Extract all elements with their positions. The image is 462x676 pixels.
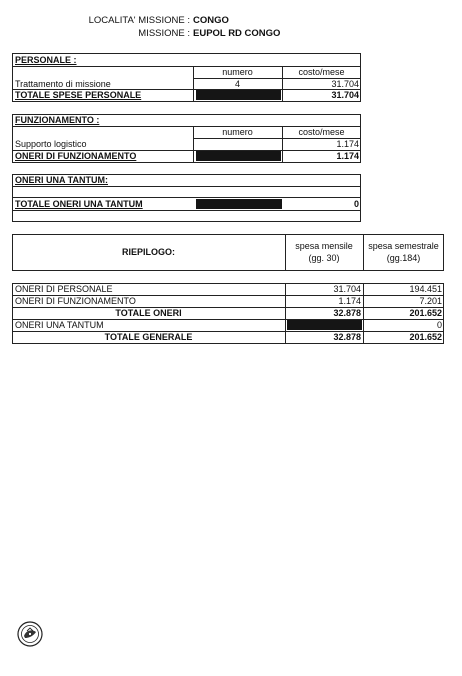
riepilogo-total-oneri-monthly: 32.878 xyxy=(333,308,361,318)
personale-col-number: numero xyxy=(222,67,253,77)
riepilogo-grand-total-label: TOTALE GENERALE xyxy=(104,332,193,342)
redacted-block xyxy=(196,151,281,161)
funzionamento-total-label: ONERI DI FUNZIONAMENTO xyxy=(15,151,137,161)
personale-total-label: TOTALE SPESE PERSONALE xyxy=(15,90,142,100)
riepilogo-col-semester: spesa semestrale xyxy=(368,241,439,251)
riepilogo-row-label: ONERI UNA TANTUM xyxy=(15,320,104,330)
personale-row-cost: 31.704 xyxy=(331,79,359,89)
personale-row-label: Trattamento di missione xyxy=(15,79,111,89)
riepilogo-row-semester: 7.201 xyxy=(419,296,442,306)
redacted-block xyxy=(287,320,362,330)
una-tantum-total-value: 0 xyxy=(353,199,359,209)
mission-name-value: EUPOL RD CONGO xyxy=(193,28,281,39)
una-tantum-title: ONERI UNA TANTUM: xyxy=(15,175,108,185)
riepilogo-total-oneri-label: TOTALE ONERI xyxy=(115,308,182,318)
funzionamento-col-cost: costo/mese xyxy=(298,127,345,137)
official-seal-icon xyxy=(17,621,43,647)
funzionamento-title: FUNZIONAMENTO : xyxy=(15,115,100,125)
riepilogo-title: RIEPILOGO: xyxy=(121,247,175,257)
riepilogo-row-label: ONERI DI PERSONALE xyxy=(15,284,113,294)
mission-location-label: LOCALITA' MISSIONE : xyxy=(88,15,190,26)
riepilogo-row-monthly: 1.174 xyxy=(338,296,361,306)
redacted-block xyxy=(196,90,281,100)
personale-col-cost: costo/mese xyxy=(298,67,345,77)
riepilogo-total-oneri-semester: 201.652 xyxy=(409,308,442,318)
riepilogo-row-monthly: 31.704 xyxy=(333,284,361,294)
mission-location-value: CONGO xyxy=(193,15,229,26)
riepilogo-col-semester-sub: (gg.184) xyxy=(386,253,421,263)
personale-row-number: 4 xyxy=(234,79,240,89)
riepilogo-row-label: ONERI DI FUNZIONAMENTO xyxy=(15,296,136,306)
funzionamento-row-cost: 1.174 xyxy=(336,139,359,149)
mission-name-label: MISSIONE : xyxy=(138,28,190,39)
riepilogo-grand-total-semester: 201.652 xyxy=(409,332,442,342)
riepilogo-col-monthly-sub: (gg. 30) xyxy=(308,253,340,263)
una-tantum-total-label: TOTALE ONERI UNA TANTUM xyxy=(15,199,143,209)
funzionamento-col-number: numero xyxy=(222,127,253,137)
redacted-block xyxy=(196,199,282,209)
riepilogo-row-semester: 0 xyxy=(436,320,442,330)
funzionamento-total-value: 1.174 xyxy=(336,151,359,161)
riepilogo-col-monthly: spesa mensile xyxy=(295,241,353,251)
personale-total-value: 31.704 xyxy=(331,90,359,100)
personale-title: PERSONALE : xyxy=(15,55,77,65)
riepilogo-grand-total-monthly: 32.878 xyxy=(333,332,361,342)
riepilogo-row-semester: 194.451 xyxy=(409,284,442,294)
funzionamento-row-label: Supporto logistico xyxy=(15,139,87,149)
